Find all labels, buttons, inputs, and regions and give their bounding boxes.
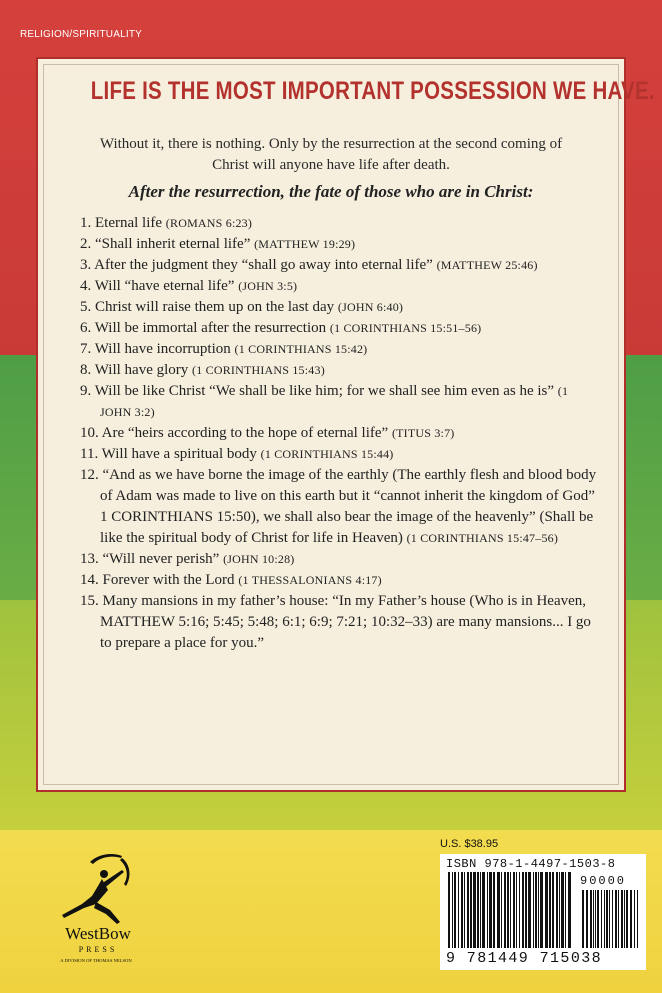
barcode-bar [470,872,472,948]
barcode-bar [516,872,517,948]
westbow-logo [38,844,158,964]
publisher-division: A DIVISION OF THOMAS NELSON [60,958,132,963]
addon-bar [621,890,623,948]
list-item: 13. “Will never perish” (JOHN 10:28) [80,551,295,567]
barcode-bar [473,872,476,948]
addon-bar [626,890,628,948]
list-item: 9. Will be like Christ “We shall be like him; for we shall see him even as he is” (1 JOHN 3:2) [80,383,569,419]
addon-bar [634,890,635,948]
addon-bar [604,890,605,948]
barcode-bar [535,872,537,948]
category-label: RELIGION/SPIRITUALITY [20,29,143,40]
barcode-bar [522,872,524,948]
barcode-bar [565,872,566,948]
isbn-block [440,836,646,970]
addon-bar [586,890,588,948]
barcode-bar [458,872,459,948]
list-item: 6. Will be immortal after the resurrection (1 CORINTHIANS 15:51–56) [80,320,482,336]
text-card [36,57,655,792]
barcode-bar [477,872,479,948]
barcode [440,854,646,970]
publisher-name: WestBow [65,924,131,943]
publisher-press: PRESS [78,945,118,954]
barcode-bar [480,872,481,948]
intro-text: Without it, there is nothing. Only by the resurrection at the second coming of Christ will anyone have life after death. [99,136,563,173]
list-item: 11. Will have a spiritual body (1 CORINTHIANS 15:44) [80,446,394,462]
addon-bar [612,890,613,948]
addon-bar [624,890,625,948]
addon-bar [582,890,584,948]
addon-bar [606,890,608,948]
barcode-bar [467,872,469,948]
price: U.S. $38.95 [440,838,499,850]
addon-bar [595,890,596,948]
subhead: After the resurrection, the fate of those who are in Christ: [128,182,534,201]
barcode-bar [559,872,560,948]
barcode-bar [493,872,495,948]
barcode-bar [513,872,515,948]
addon-bar [630,890,632,948]
barcode-bar [464,872,465,948]
addon-bar [597,890,599,948]
barcode-bar [533,872,534,948]
barcode-bar [507,872,509,948]
barcode-bar [561,872,564,948]
list-item: 3. After the judgment they “shall go away into eternal life” (MATTHEW 25:46) [80,257,538,273]
list-item: 12. “And as we have borne the image of the earthly (The earthly flesh and blood body of Adam was made to live on this earth but it “cannot inherit the kingdom of God” 1 CORINTHIANS 15:50), we shall also bear the image of the heavenly” (Shall be like the spiritual body of Christ for life in Heaven) (1 CORINTHIANS 15:47–56) [80,467,597,546]
barcode-bar [525,872,527,948]
barcode-bar [448,872,450,948]
barcode-bar [487,872,488,948]
addon-bar [590,890,592,948]
barcode-bar [510,872,511,948]
barcode-bar [552,872,554,948]
fate-list [80,213,598,654]
list-item: 2. “Shall inherit eternal life” (MATTHEW 19:29) [80,236,356,252]
list-item: 5. Christ will raise them up on the last day (JOHN 6:40) [80,299,404,315]
barcode-number: 9 781449 715038 [446,950,603,967]
addon-number: 90000 [580,874,627,888]
list-item: 8. Will have glory (1 CORINTHIANS 15:43) [80,362,325,378]
barcode-bar [528,872,531,948]
list-item: 7. Will have incorruption (1 CORINTHIANS 15:42) [80,341,368,357]
barcode-bar [538,872,539,948]
addon-bar [615,890,617,948]
list-item: 1. Eternal life (ROMANS 6:23) [80,215,253,231]
barcode-bar [568,872,571,948]
addon-bar [609,890,610,948]
isbn-label: ISBN 978-1-4497-1503-8 [446,857,616,871]
barcode-bar [482,872,485,948]
barcode-bar [549,872,551,948]
barcode-bar [556,872,558,948]
barcode-bar [501,872,502,948]
barcode-bar [545,872,548,948]
barcode-bar [497,872,500,948]
list-item: 4. Will “have eternal life” (JOHN 3:5) [80,278,298,294]
archer-icon [62,854,129,924]
barcode-bar [504,872,506,948]
addon-bar [637,890,638,948]
list-item: 15. Many mansions in my father’s house: “In my Father’s house (Who is in Heaven, MATTHEW 5:16; 5:45; 5:48; 6:1; 6:9; 7:21; 10:32–33) are many mansions... I go to prepare a place for you.” [80,593,591,651]
barcode-bar [540,872,543,948]
list-item: 14. Forever with the Lord (1 THESSALONIANS 4:17) [80,572,382,588]
addon-bar [601,890,602,948]
barcode-bar [461,872,463,948]
barcode-bar [489,872,492,948]
barcode-bar [519,872,520,948]
headline: LIFE IS THE MOST IMPORTANT POSSESSION WE HAVE. [90,77,655,105]
barcode-bar [452,872,453,948]
barcode-bar [454,872,456,948]
addon-bar [593,890,594,948]
list-item: 10. Are “heirs according to the hope of eternal life” (TITUS 3:7) [80,425,455,441]
addon-bar [618,890,619,948]
